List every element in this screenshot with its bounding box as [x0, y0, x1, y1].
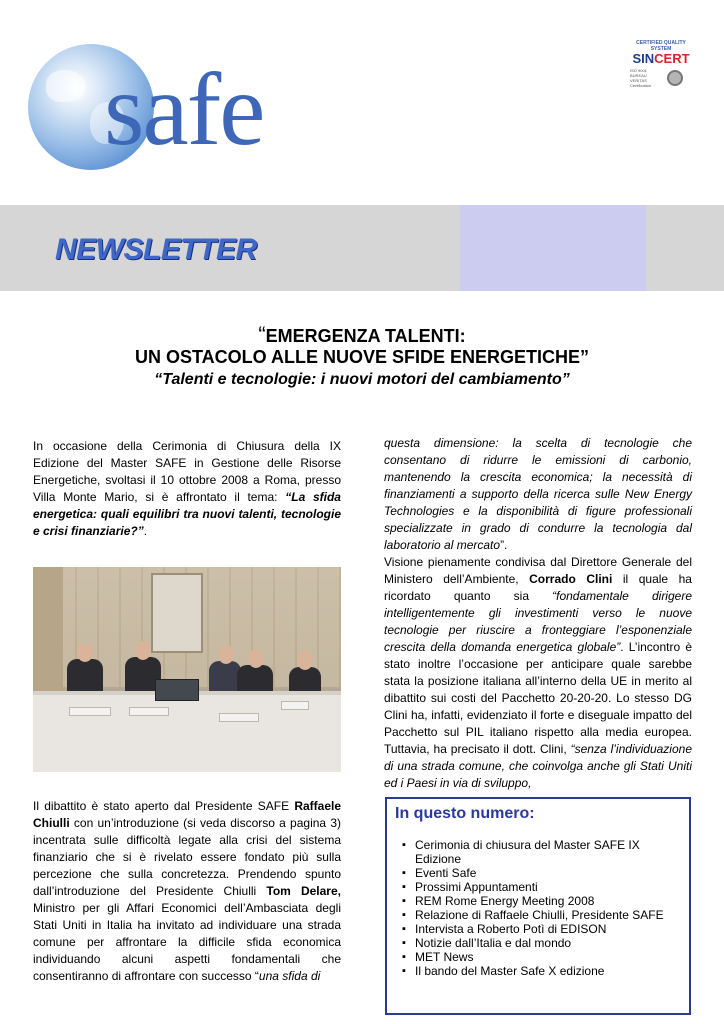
list-item: ▪ Cerimonia di chiusura del Master SAFE IX Edizione — [401, 838, 681, 866]
list-item: ▪ Notizie dall’Italia e dal mondo — [401, 936, 681, 950]
list-item: ▪ Eventi Safe — [401, 866, 681, 880]
list-item: ▪ Prossimi Appuntamenti — [401, 880, 681, 894]
logo-area — [0, 0, 724, 205]
list-item: ▪ Relazione di Raffaele Chiulli, Presidente SAFE — [401, 908, 681, 922]
list-item: ▪ Il bando del Master Safe X edizione — [401, 964, 681, 978]
in-this-issue-title: In questo numero: — [395, 805, 535, 822]
headline-subtitle: “Talenti e tecnologie: i nuovi motori del cambiamento” — [154, 371, 570, 388]
list-item: ▪ MET News — [401, 950, 681, 964]
headline-line1: “EMERGENZA TALENTI: — [258, 322, 466, 347]
band-accent-box — [460, 205, 646, 291]
in-this-issue-box — [385, 797, 691, 1015]
sincert-certification-logo — [630, 40, 692, 102]
clini-paragraph: Visione pienamente condivisa dal Direttore Generale del Ministero dell’Ambiente, Corrado Clini il quale ha ricordato quanto sia “fondamentale dirigere intelligentemente gli investimenti verso le nuove tecnologie per riuscire a fronteggiare l’esponenziale crescita della domanda energetica globale”. L’incontro è stato inoltre l’occasione per anticipare quale sarebbe stata la posizione italiana all’interno della UE in merito al dibattito sui costi del Pacchetto 20-20-20. Lo stesso DG Clini ha, infatti, evidenziato il forte e diseguale impatto del Pacchetto sul PIL italiano rispetto alla media europea. Tuttavia, ha precisato il dott. Clini, “senza l’individuazione di una strada comune, che coinvolga anche gli Stati Uniti ed i Paesi in via di sviluppo, — [384, 555, 693, 790]
list-item: ▪ Intervista a Roberto Potì di EDISON — [401, 922, 681, 936]
cert-name: SINCERT — [632, 51, 690, 66]
conference-photo — [33, 567, 341, 772]
intro-paragraph: In occasione della Cerimonia di Chiusura della IX Edizione del Master SAFE in Gestione delle Risorse Energetiche, svoltasi il 10 ottobre 2008 a Roma, presso Villa Monte Mario, si è affrontato il tema: “La sfida energetica: quali equilibri tra nuovi talenti, tecnologie e crisi finanziarie?”. — [33, 439, 341, 538]
headline-line2: UN OSTACOLO ALLE NUOVE SFIDE ENERGETICHE” — [134, 347, 590, 367]
list-item: ▪ REM Rome Energy Meeting 2008 — [401, 894, 681, 908]
safe-logo: safe — [104, 52, 264, 167]
continuation-paragraph: questa dimensione: la scelta di tecnologie che consentano di ridurre le emissioni di carbonio, mantenendo la crescita economica; la necessità di finanziamenti a supporto della ricerca sulle New Energy Technologies e la disponibilità di figure professionali specializzate in grado di condurre la tecnologia dal laboratorio al mercato”. — [384, 436, 692, 552]
issue-contents-list — [401, 838, 681, 978]
cert-details: ISO 9001 BUREAU VERITAS Certification — [630, 68, 652, 88]
cert-caption: CERTIFIED QUALITY SYSTEM — [636, 40, 686, 52]
newsletter-title: NEWSLETTER — [55, 233, 257, 266]
bureau-veritas-seal-icon — [667, 70, 683, 86]
debate-paragraph: Il dibattito è stato aperto dal Presidente SAFE Raffaele Chiulli con un’introduzione (si veda discorso a pagina 3) incentrata sulle difficoltà legate alla crisi del sistema finanziario che si è rivelato essere fondato più sulla percezione che sulla concretezza. Prendendo spunto dall’introduzione del Presidente Chiulli Tom Delare, Ministro per gli Affari Economici dell’Ambasciata degli Stati Uniti in Italia ha invitato ad individuare una strada comune per affrontare la difficile sfida economica individuando alcuni aspetti fondamentali che consentiranno di affrontare con successo “una sfida di — [33, 799, 341, 983]
